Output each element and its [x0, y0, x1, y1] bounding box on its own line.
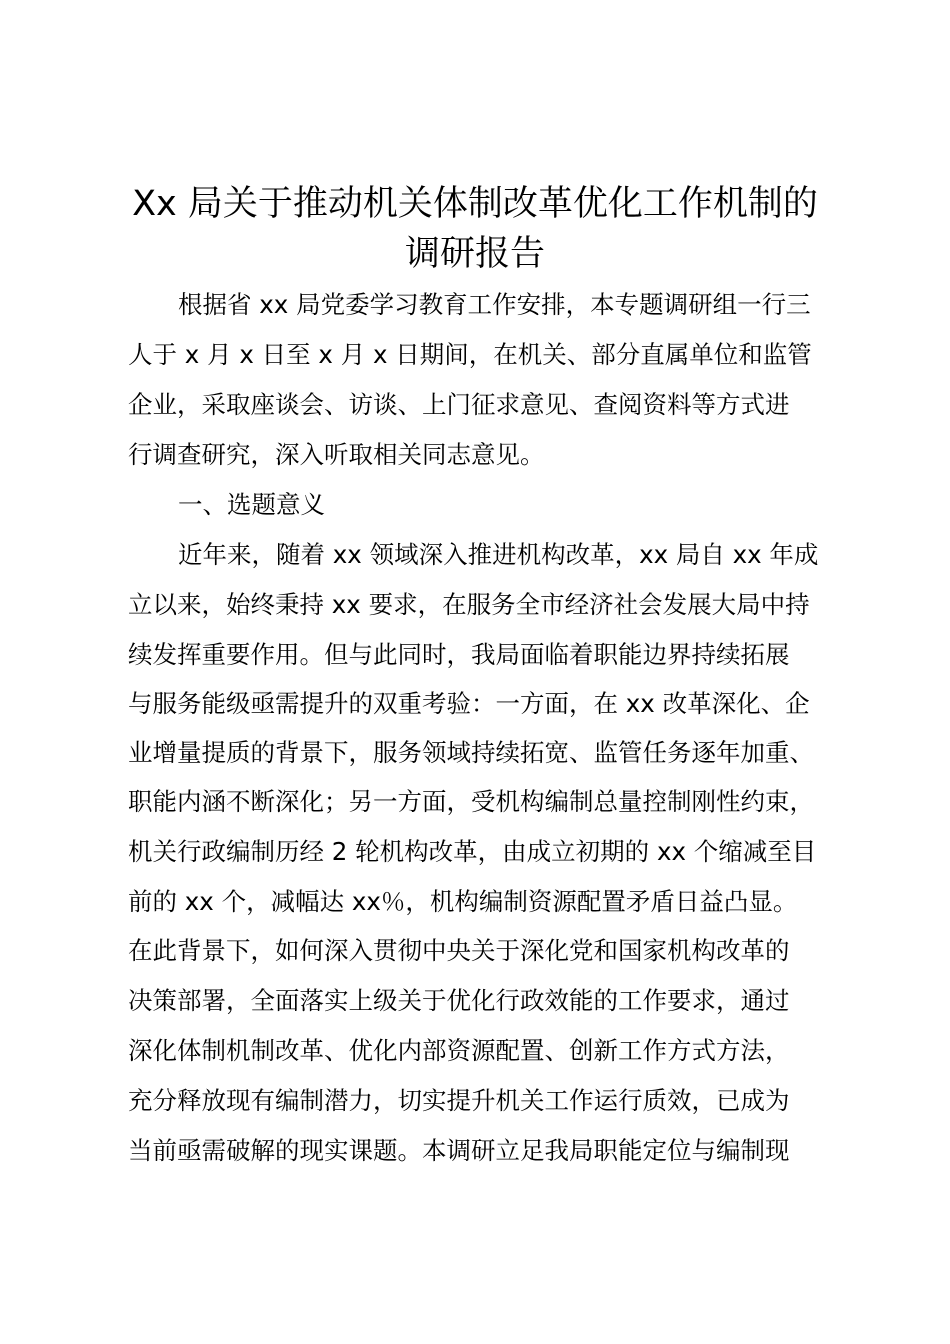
paragraph-line: 在此背景下，如何深入贯彻中央关于深化党和国家机构改革的 [128, 936, 790, 965]
paragraph-line: 充分释放现有编制潜力，切实提升机关工作运行质效，已成为 [128, 1086, 790, 1115]
document-title-line-2: 调研报告 [404, 234, 545, 274]
paragraph-line: 业增量提质的背景下，服务领域持续拓宽、监管任务逐年加重、 [128, 738, 814, 767]
paragraph-line: 前的 xx 个，减幅达 xx％，机构编制资源配置矛盾日益凸显。 [128, 887, 798, 916]
paragraph-line: 立以来，始终秉持 xx 要求，在服务全市经济社会发展大局中持 [128, 590, 810, 619]
paragraph-line: 行调查研究，深入听取相关同志意见。 [128, 440, 545, 469]
paragraph-line: 机关行政编制历经 2 轮机构改革，由成立初期的 xx 个缩减至目 [128, 837, 817, 866]
paragraph-line: 决策部署，全面落实上级关于优化行政效能的工作要求，通过 [128, 986, 790, 1015]
paragraph-line: 续发挥重要作用。但与此同时，我局面临着职能边界持续拓展 [128, 640, 790, 669]
paragraph-line: 职能内涵不断深化；另一方面，受机构编制总量控制刚性约束， [128, 787, 814, 816]
paragraph-line: 当前亟需破解的现实课题。本调研立足我局职能定位与编制现 [128, 1136, 790, 1165]
section-heading: 一、选题意义 [178, 490, 325, 519]
paragraph-line: 企业，采取座谈会、访谈、上门征求意见、查阅资料等方式进 [128, 390, 790, 419]
paragraph-line: 与服务能级亟需提升的双重考验：一方面，在 xx 改革深化、企 [128, 689, 810, 718]
paragraph-line: 根据省 xx 局党委学习教育工作安排，本专题调研组一行三 [178, 290, 811, 319]
document-title-line-1: Xx 局关于推动机关体制改革优化工作机制的 [132, 184, 818, 224]
paragraph-line: 人于 x 月 x 日至 x 月 x 日期间，在机关、部分直属单位和监管 [128, 340, 812, 369]
paragraph-line: 深化体制机制改革、优化内部资源配置、创新工作方式方法， [128, 1036, 790, 1065]
paragraph-line: 近年来，随着 xx 领域深入推进机构改革，xx 局自 xx 年成 [178, 540, 819, 569]
